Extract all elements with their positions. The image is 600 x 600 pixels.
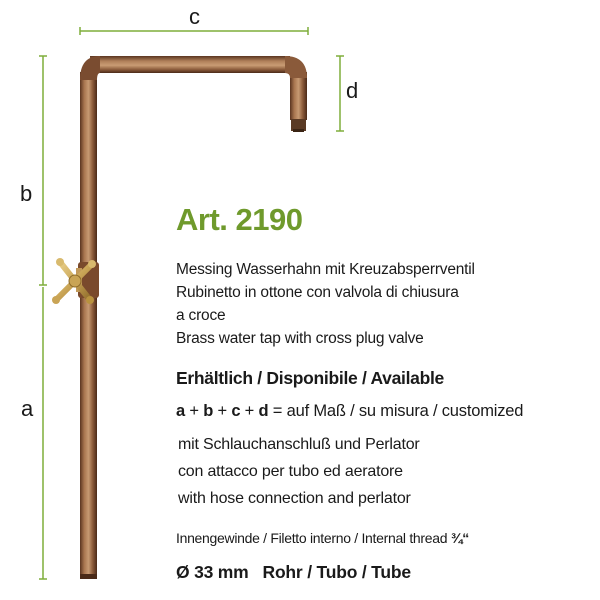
formula-plus-3: + [240, 402, 259, 420]
formula-a: a [176, 402, 185, 420]
formula-rest: = auf Maß / su misura / customized [268, 402, 524, 420]
article-title: Art. 2190 [176, 202, 303, 237]
description-line-it-cont: a croce [176, 307, 226, 324]
thread-text: Innengewinde / Filetto interno / Internal thread [176, 530, 451, 546]
formula-plus-1: + [184, 402, 204, 420]
description-line-de: Messing Wasserhahn mit Kreuzabsperrventil [176, 261, 475, 278]
hose-line-en: with hose connection and perlator [178, 490, 411, 507]
tube-size: Ø 33 mm Rohr / Tubo / Tube [176, 562, 411, 582]
formula-plus-2: + [213, 402, 232, 420]
dim-label-d: d [346, 78, 359, 103]
thread-size: ¾“ [450, 530, 469, 546]
availability-heading: Erhältlich / Disponibile / Available [176, 368, 444, 388]
formula-c: c [231, 402, 241, 420]
description-line-it: Rubinetto in ottone con valvola di chiusura [176, 284, 459, 301]
formula-d: d [258, 402, 269, 420]
hose-line-de: mit Schlauchanschluß und Perlator [178, 436, 420, 453]
dim-label-c: c [189, 4, 200, 29]
formula-b: b [203, 402, 214, 420]
dim-label-b: b [20, 181, 33, 206]
dimension-formula [176, 402, 523, 421]
description-line-en: Brass water tap with cross plug valve [176, 330, 424, 347]
hose-line-it: con attacco per tubo ed aeratore [178, 463, 403, 480]
dim-label-a: a [21, 396, 34, 421]
thread-info [176, 530, 469, 546]
